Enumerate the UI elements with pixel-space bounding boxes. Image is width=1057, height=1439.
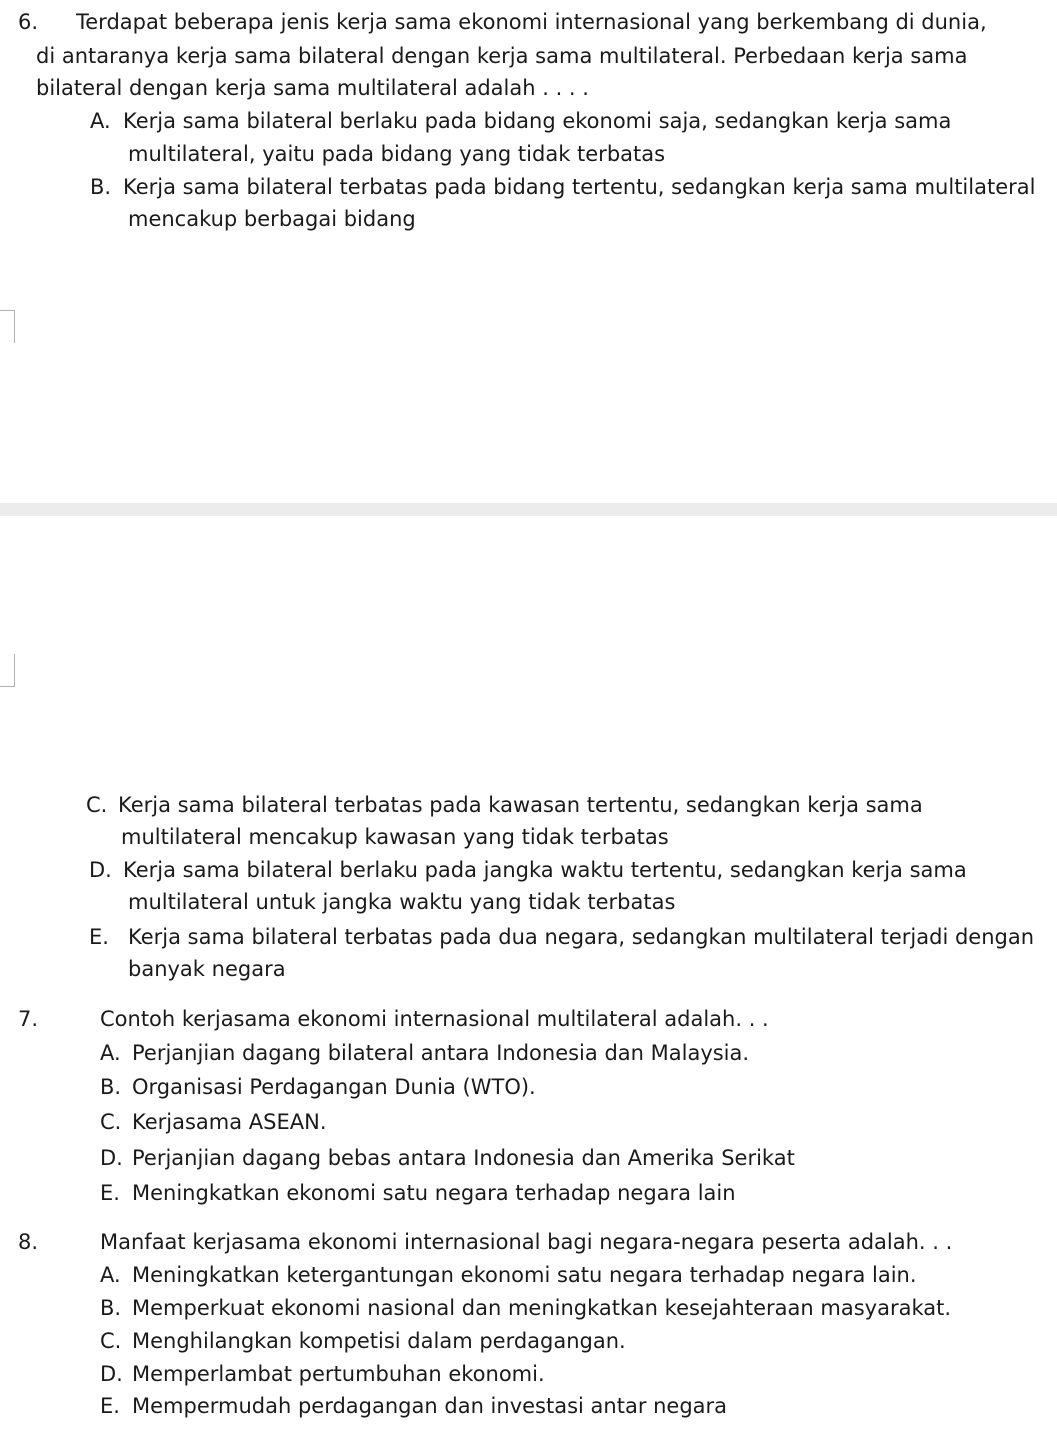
option-text-line: multilateral, yaitu pada bidang yang tidak terbatas <box>128 142 666 166</box>
option-text-line: mencakup berbagai bidang <box>128 207 416 231</box>
option-letter: E. <box>100 1394 120 1418</box>
option-text-line: Meningkatkan ekonomi satu negara terhadap negara lain <box>132 1181 736 1205</box>
option-text-line: Memperkuat ekonomi nasional dan meningkatkan kesejahteraan masyarakat. <box>132 1296 952 1320</box>
question-number: 6. <box>18 10 39 34</box>
page-break <box>0 503 1057 516</box>
option-text-line: Perjanjian dagang bebas antara Indonesia dan Amerika Serikat <box>132 1146 795 1170</box>
option-text-line: Perjanjian dagang bilateral antara Indonesia dan Malaysia. <box>132 1041 750 1065</box>
option-letter: D. <box>89 858 112 882</box>
page-margin-mark <box>0 310 15 343</box>
option-text-line: Kerja sama bilateral terbatas pada dua negara, sedangkan multilateral terjadi dengan <box>128 925 1035 949</box>
option-letter: A. <box>100 1263 121 1287</box>
question-number: 8. <box>18 1230 39 1254</box>
option-letter: E. <box>100 1181 120 1205</box>
option-letter: D. <box>100 1146 123 1170</box>
question-number: 7. <box>18 1007 39 1031</box>
option-text-line: multilateral mencakup kawasan yang tidak terbatas <box>121 825 669 849</box>
option-text-line: Organisasi Perdagangan Dunia (WTO). <box>132 1075 536 1099</box>
option-text-line: Memperlambat pertumbuhan ekonomi. <box>132 1362 545 1386</box>
question-stem-line: Contoh kerjasama ekonomi internasional multilateral adalah. . . <box>100 1007 769 1031</box>
option-letter: A. <box>100 1041 121 1065</box>
option-text-line: Kerjasama ASEAN. <box>132 1110 327 1134</box>
option-letter: C. <box>100 1110 122 1134</box>
option-text-line: Kerja sama bilateral terbatas pada bidang tertentu, sedangkan kerja sama multilateral <box>123 175 1036 199</box>
option-letter: C. <box>86 793 108 817</box>
option-text-line: multilateral untuk jangka waktu yang tidak terbatas <box>128 890 676 914</box>
option-text-line: banyak negara <box>128 957 286 981</box>
option-letter: A. <box>90 109 111 133</box>
option-text-line: Menghilangkan kompetisi dalam perdagangan. <box>132 1329 626 1353</box>
question-stem-line: di antaranya kerja sama bilateral dengan kerja sama multilateral. Perbedaan kerja sama <box>36 44 968 68</box>
option-letter: C. <box>100 1329 122 1353</box>
question-stem-line: Manfaat kerjasama ekonomi internasional bagi negara-negara peserta adalah. . . <box>100 1230 953 1254</box>
option-text-line: Kerja sama bilateral berlaku pada bidang ekonomi saja, sedangkan kerja sama <box>123 109 952 133</box>
option-text-line: Kerja sama bilateral terbatas pada kawasan tertentu, sedangkan kerja sama <box>118 793 923 817</box>
page-margin-mark <box>0 654 15 687</box>
option-letter: B. <box>100 1075 122 1099</box>
option-text-line: Meningkatkan ketergantungan ekonomi satu negara terhadap negara lain. <box>132 1263 917 1287</box>
option-text-line: Mempermudah perdagangan dan investasi antar negara <box>132 1394 728 1418</box>
option-letter: E. <box>89 925 109 949</box>
option-letter: B. <box>90 175 112 199</box>
option-letter: B. <box>100 1296 122 1320</box>
option-text-line: Kerja sama bilateral berlaku pada jangka waktu tertentu, sedangkan kerja sama <box>123 858 967 882</box>
question-stem-line: bilateral dengan kerja sama multilateral adalah . . . . <box>36 76 589 100</box>
option-letter: D. <box>100 1362 123 1386</box>
question-stem-line: Terdapat beberapa jenis kerja sama ekonomi internasional yang berkembang di dunia, <box>76 10 987 34</box>
